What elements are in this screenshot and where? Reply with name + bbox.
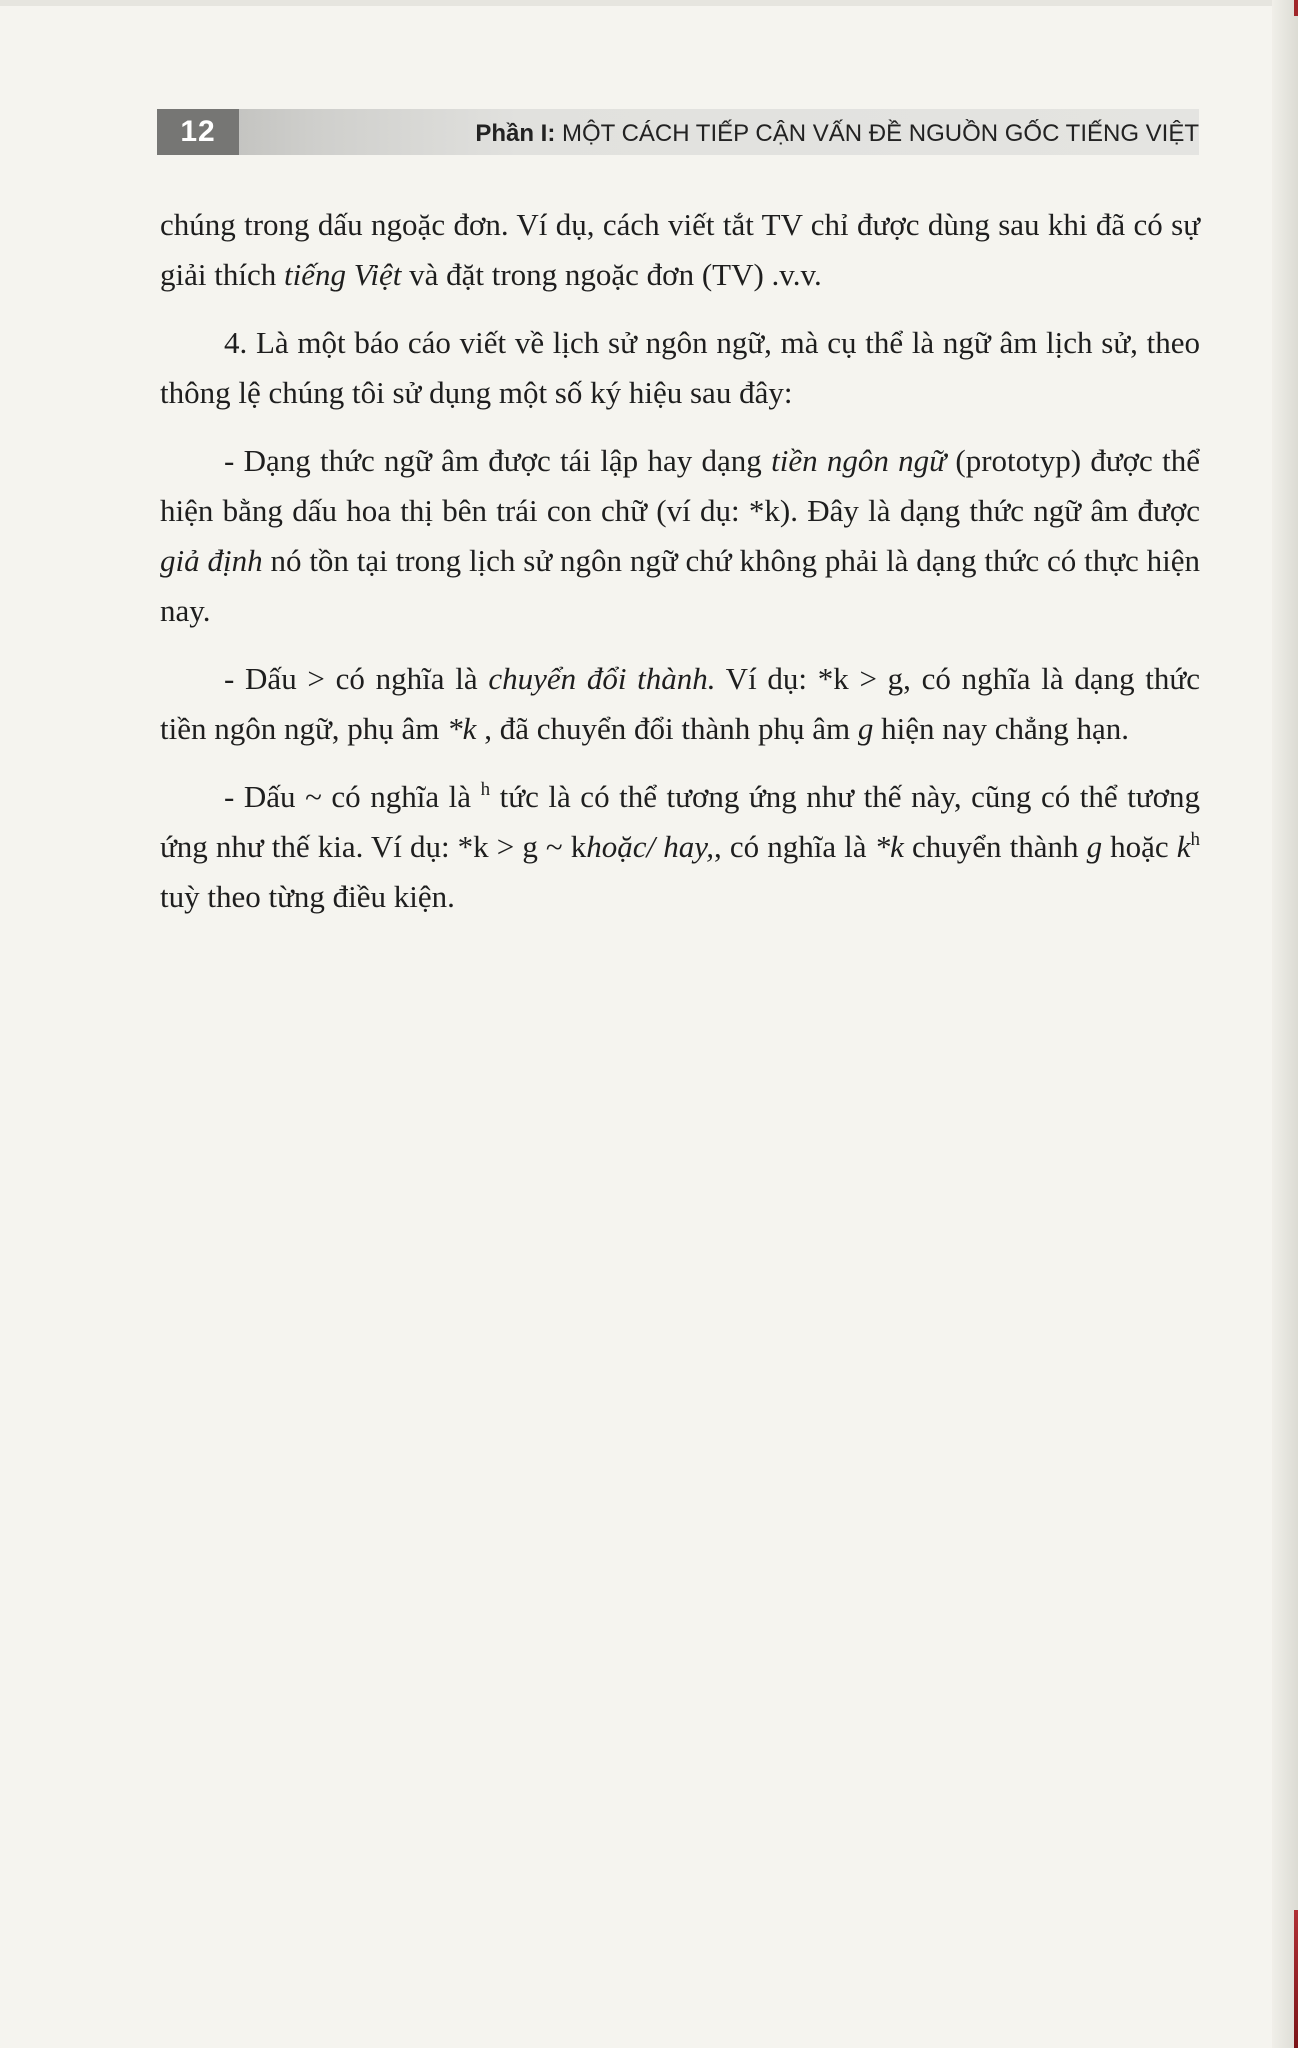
text-run: - Dạng thức ngữ âm được tái lập hay dạng: [224, 443, 772, 478]
page-body: [160, 200, 1200, 940]
paragraph-4: [160, 654, 1200, 754]
text-run: và đặt trong ngoặc đơn (TV) .v.v.: [401, 257, 822, 292]
text-run: tuỳ theo từng điều kiện.: [160, 879, 455, 914]
italic-term: tiền ngôn ngữ: [771, 443, 947, 478]
cover-edge-top: [1294, 0, 1298, 16]
page-number: 12: [180, 115, 216, 148]
text-run: hiện nay chẳng hạn.: [873, 711, 1129, 746]
italic-term: *k: [447, 711, 477, 746]
superscript: h: [480, 779, 491, 800]
text-run: chúng trong dấu ngoặc đơn. Ví dụ, cách viết tắt TV chỉ được dùng sau khi đã có sự giải thích: [160, 207, 1200, 292]
paragraph-5: [160, 772, 1200, 922]
page-edge-right: [1272, 0, 1298, 2048]
text-run: (prototyp) được thể hiện bằng dấu hoa thị bên trái con chữ (ví dụ: *k). Đây là dạng thức ngữ âm được: [160, 443, 1200, 528]
italic-term: hoặc/ hay,: [586, 829, 715, 864]
text-run: , đã chuyển đổi thành phụ âm: [476, 711, 858, 746]
part-title: MỘT CÁCH TIẾP CẬN VẤN ĐỀ NGUỒN GỐC TIẾNG VIỆT: [562, 120, 1199, 147]
text-run: , có nghĩa là: [714, 829, 875, 864]
superscript: h: [1190, 829, 1201, 850]
text-run: - Dấu > có nghĩa là: [224, 661, 489, 696]
italic-term: chuyển đổi thành.: [488, 661, 716, 696]
cover-edge-bottom: [1294, 1910, 1298, 2048]
text-run: nó tồn tại trong lịch sử ngôn ngữ chứ không phải là dạng thức có thực hiện nay.: [160, 543, 1200, 628]
text-run: tức là có thể tương ứng như thế này, cũng có thể tương ứng như thế kia. Ví dụ: *k > g ~ k: [160, 779, 1200, 864]
italic-term: g: [1086, 829, 1103, 864]
paragraph-1: [160, 200, 1200, 300]
part-label: Phần I:: [475, 120, 556, 147]
page-edge-top: [0, 0, 1298, 6]
italic-term: *k: [874, 829, 904, 864]
text-run: hoặc: [1102, 829, 1177, 864]
paragraph-3: [160, 436, 1200, 636]
text-run: 4. Là một báo cáo viết về lịch sử ngôn ngữ, mà cụ thể là ngữ âm lịch sử, theo thông lệ chúng tôi sử dụng một số ký hiệu sau đây:: [160, 325, 1200, 410]
text-run: Ví dụ: *k > g, có nghĩa là dạng thức tiền ngôn ngữ, phụ âm: [160, 661, 1200, 746]
italic-term: k: [1176, 829, 1191, 864]
text-run: chuyển thành: [903, 829, 1087, 864]
running-head: [475, 109, 1199, 155]
italic-term: giả định: [160, 543, 263, 578]
italic-term: tiếng Việt: [283, 257, 402, 292]
text-run: - Dấu ~ có nghĩa là: [224, 779, 481, 814]
italic-term: g: [857, 711, 874, 746]
paragraph-2: [160, 318, 1200, 418]
